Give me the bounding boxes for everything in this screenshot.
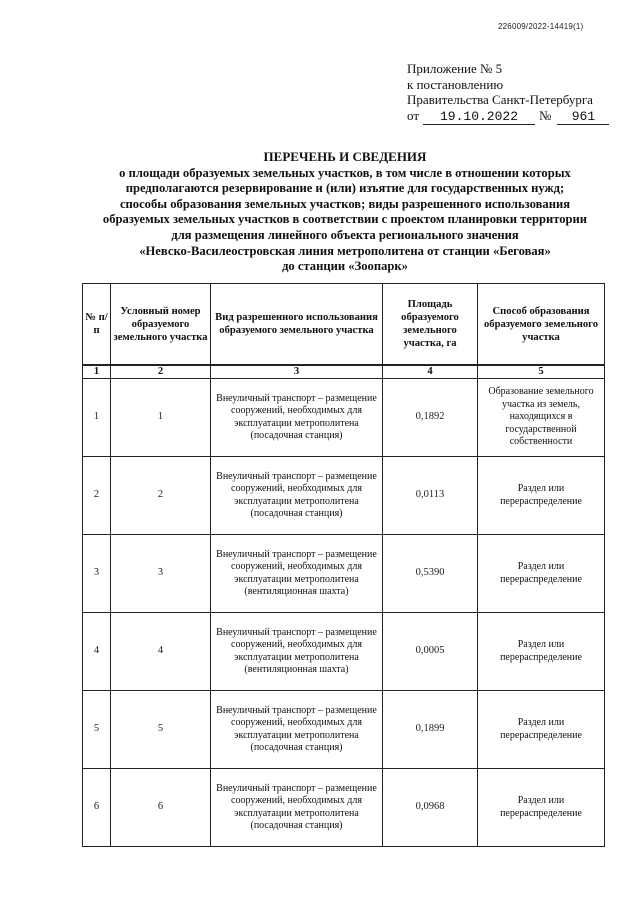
title-line: способы образования земельных участков; виды разрешенного использования [119, 196, 571, 211]
permitted-use: Внеуличный транспорт – размещение сооружений, необходимых для эксплуатации метрополитена (посадочная станция) [211, 691, 383, 769]
plot-number: 3 [111, 535, 211, 613]
from-label: от [407, 107, 420, 123]
table-row [83, 379, 605, 457]
plot-number: 2 [111, 457, 211, 535]
appendix-line-3: Правительства Санкт-Петербурга [407, 92, 593, 108]
row-number: 4 [83, 613, 111, 691]
plot-number: 6 [111, 769, 211, 847]
header-plot-number: Условный номер образуемого земельного участка [111, 284, 211, 366]
row-number: 3 [83, 535, 111, 613]
row-number: 1 [83, 379, 111, 457]
plot-area: 0,0968 [383, 769, 478, 847]
column-number: 4 [383, 365, 478, 379]
formation-method: Раздел или перераспределение [478, 457, 605, 535]
formation-method: Раздел или перераспределение [478, 691, 605, 769]
permitted-use: Внеуличный транспорт – размещение сооружений, необходимых для эксплуатации метрополитена (посадочная станция) [211, 379, 383, 457]
table-row [83, 613, 605, 691]
plot-area: 0,0113 [383, 457, 478, 535]
column-numbers-row [83, 365, 605, 379]
header-permitted-use: Вид разрешенного использования образуемого земельного участка [211, 284, 383, 366]
formation-method: Раздел или перераспределение [478, 613, 605, 691]
appendix-line-1: Приложение № 5 [407, 61, 503, 76]
title-line: «Невско-Василеостровская линия метрополитена от станции «Беговая» [139, 243, 551, 258]
column-number: 1 [83, 365, 111, 379]
table-row [83, 769, 605, 847]
plot-number: 4 [111, 613, 211, 691]
row-number: 5 [83, 691, 111, 769]
document-registration-id: 226009/2022-14419(1) [498, 22, 584, 31]
land-plots-table [82, 283, 605, 847]
permitted-use: Внеуличный транспорт – размещение сооружений, необходимых для эксплуатации метрополитена (вентиляционная шахта) [211, 613, 383, 691]
document-title-block [60, 149, 630, 275]
plot-area: 0,1899 [383, 691, 478, 769]
title-line: для размещения линейного объекта регионального значения [171, 227, 519, 242]
table-row [83, 457, 605, 535]
header-number: № п/п [83, 284, 111, 366]
header-area: Площадь образуемого земельного участка, га [383, 284, 478, 366]
column-number: 5 [478, 365, 605, 379]
approval-date: 19.10.2022 [423, 110, 535, 125]
column-number: 2 [111, 365, 211, 379]
appendix-block [407, 61, 609, 125]
row-number: 2 [83, 457, 111, 535]
permitted-use: Внеуличный транспорт – размещение сооружений, необходимых для эксплуатации метрополитена (посадочная станция) [211, 457, 383, 535]
table-row [83, 535, 605, 613]
title-line: до станции «Зоопарк» [282, 259, 408, 274]
plot-number: 1 [111, 379, 211, 457]
row-number: 6 [83, 769, 111, 847]
approval-line [407, 108, 609, 125]
plot-area: 0,5390 [383, 535, 478, 613]
appendix-line-2: к постановлению [407, 76, 504, 92]
number-label: № [539, 107, 552, 123]
permitted-use: Внеуличный транспорт – размещение сооружений, необходимых для эксплуатации метрополитена (посадочная станция) [211, 769, 383, 847]
permitted-use: Внеуличный транспорт – размещение сооружений, необходимых для эксплуатации метрополитена (вентиляционная шахта) [211, 535, 383, 613]
column-number: 3 [211, 365, 383, 379]
plot-area: 0,0005 [383, 613, 478, 691]
title-line: предполагаются резервирование и (или) изъятие для государственных нужд; [125, 181, 565, 196]
plot-number: 5 [111, 691, 211, 769]
formation-method: Раздел или перераспределение [478, 769, 605, 847]
table-row [83, 691, 605, 769]
formation-method: Раздел или перераспределение [478, 535, 605, 613]
plot-area: 0,1892 [383, 379, 478, 457]
title-line: образуемых земельных участков в соответствии с проектом планировки территории [102, 212, 588, 227]
formation-method: Образование земельного участка из земель, находящихся в государственной собственности [478, 379, 605, 457]
approval-number: 961 [557, 110, 609, 125]
title-line: о площади образуемых земельных участков, в том числе в отношении которых [119, 165, 571, 180]
document-title: ПЕРЕЧЕНЬ И СВЕДЕНИЯ [263, 149, 427, 164]
header-formation-method: Способ образования образуемого земельного участка [478, 284, 605, 366]
table-header-row [83, 284, 605, 366]
